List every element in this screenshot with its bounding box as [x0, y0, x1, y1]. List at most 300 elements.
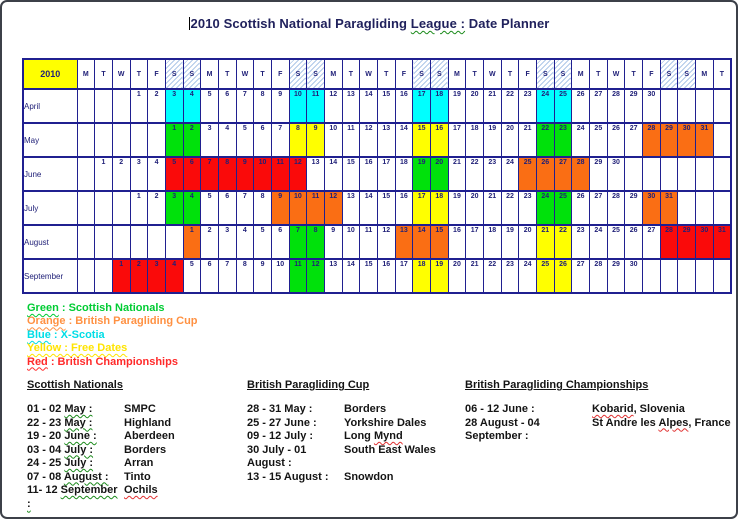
month-label[interactable]: September [23, 259, 77, 293]
dow-cell[interactable]: T [625, 59, 643, 89]
day-cell[interactable] [112, 225, 130, 259]
day-cell[interactable]: 18 [395, 157, 413, 191]
day-cell-cyan[interactable]: 18 [430, 89, 448, 123]
day-cell-red[interactable]: 10 [254, 157, 272, 191]
day-cell-yellow[interactable]: 16 [430, 123, 448, 157]
day-cell-yellow[interactable]: 8 [289, 123, 307, 157]
day-cell[interactable] [696, 191, 714, 225]
day-cell-orange[interactable]: 28 [643, 123, 661, 157]
day-cell[interactable]: 4 [218, 123, 236, 157]
day-cell[interactable]: 30 [643, 89, 661, 123]
day-cell[interactable]: 6 [218, 89, 236, 123]
day-cell[interactable]: 17 [466, 225, 484, 259]
day-cell-green[interactable]: 2 [183, 123, 201, 157]
day-cell-orange[interactable]: 31 [660, 191, 678, 225]
day-cell[interactable]: 27 [643, 225, 661, 259]
dow-cell-weekend[interactable]: S [678, 59, 696, 89]
day-cell-green[interactable]: 1 [165, 123, 183, 157]
day-cell-cyan[interactable]: 17 [413, 89, 431, 123]
day-cell[interactable] [625, 157, 643, 191]
dow-cell[interactable]: T [466, 59, 484, 89]
day-cell[interactable] [713, 89, 731, 123]
day-cell[interactable]: 27 [572, 259, 590, 293]
dow-cell[interactable]: T [501, 59, 519, 89]
legend-line: Orange : British Paragliding Cup [27, 315, 198, 328]
day-cell[interactable]: 5 [201, 89, 219, 123]
day-cell[interactable]: 4 [236, 225, 254, 259]
event-venue: Yorkshire Dales [344, 416, 427, 429]
day-cell[interactable]: 29 [589, 157, 607, 191]
event-date: 11- 12 September : [27, 484, 118, 510]
day-cell[interactable]: 22 [466, 157, 484, 191]
day-cell[interactable]: 22 [483, 259, 501, 293]
day-cell[interactable]: 21 [466, 259, 484, 293]
dow-cell[interactable]: F [148, 59, 166, 89]
day-cell[interactable]: 5 [183, 259, 201, 293]
day-cell[interactable]: 16 [395, 191, 413, 225]
dow-cell-weekend[interactable]: S [289, 59, 307, 89]
day-cell[interactable] [678, 157, 696, 191]
day-cell-red[interactable]: 28 [660, 225, 678, 259]
day-cell[interactable]: 16 [377, 259, 395, 293]
day-cell[interactable] [112, 89, 130, 123]
day-cell[interactable]: 22 [501, 191, 519, 225]
day-cell[interactable]: 12 [324, 89, 342, 123]
day-cell-cyan[interactable]: 3 [165, 89, 183, 123]
event-date: 24 - 25 July : [27, 457, 94, 469]
day-cell[interactable]: 26 [625, 225, 643, 259]
day-cell[interactable]: 21 [483, 191, 501, 225]
day-cell[interactable]: 24 [501, 157, 519, 191]
month-row [23, 225, 731, 259]
event-date: 30 July - 01 August : [247, 443, 307, 469]
dow-cell-weekend[interactable]: S [413, 59, 431, 89]
dow-cell[interactable]: F [519, 59, 537, 89]
day-cell[interactable]: 15 [342, 157, 360, 191]
day-cell[interactable]: 1 [130, 89, 148, 123]
day-cell[interactable]: 9 [324, 225, 342, 259]
day-cell-yellow[interactable]: 9 [307, 123, 325, 157]
dow-cell-weekend[interactable]: S [307, 59, 325, 89]
day-cell[interactable]: 12 [377, 225, 395, 259]
day-cell[interactable]: 14 [324, 157, 342, 191]
day-cell-cyan[interactable]: 25 [554, 89, 572, 123]
event-date: 09 - 12 July : [247, 430, 314, 442]
day-cell[interactable]: 22 [501, 89, 519, 123]
day-cell-yellow[interactable]: 18 [413, 259, 431, 293]
day-cell[interactable] [148, 123, 166, 157]
day-cell[interactable]: 25 [589, 123, 607, 157]
day-cell-green[interactable]: 24 [536, 191, 554, 225]
day-cell[interactable]: 6 [271, 225, 289, 259]
dow-cell[interactable]: T [130, 59, 148, 89]
dow-cell[interactable]: T [713, 59, 731, 89]
day-cell-orange[interactable]: 25 [519, 157, 537, 191]
day-cell[interactable]: 10 [271, 259, 289, 293]
event-venue: Aberdeen [124, 430, 175, 442]
day-cell[interactable]: 5 [236, 123, 254, 157]
day-cell[interactable]: 19 [448, 191, 466, 225]
flagged-word: Alpes [658, 416, 689, 429]
day-cell[interactable]: 24 [519, 259, 537, 293]
dow-cell[interactable]: W [360, 59, 378, 89]
event-row [247, 471, 436, 485]
day-cell[interactable] [696, 89, 714, 123]
day-cell-red[interactable]: 11 [271, 157, 289, 191]
day-cell[interactable] [678, 259, 696, 293]
day-cell[interactable] [112, 123, 130, 157]
day-cell[interactable]: 27 [589, 191, 607, 225]
day-cell[interactable] [713, 191, 731, 225]
day-cell-red[interactable]: 7 [201, 157, 219, 191]
day-cell[interactable]: 23 [483, 157, 501, 191]
day-cell[interactable] [95, 225, 113, 259]
day-cell[interactable]: 20 [466, 89, 484, 123]
day-cell[interactable]: 20 [466, 191, 484, 225]
day-cell[interactable]: 2 [148, 89, 166, 123]
day-cell[interactable] [130, 225, 148, 259]
day-cell[interactable]: 5 [254, 225, 272, 259]
day-cell[interactable]: 16 [448, 225, 466, 259]
day-cell[interactable]: 8 [254, 89, 272, 123]
day-cell-red[interactable]: 1 [112, 259, 130, 293]
day-cell-orange[interactable]: 14 [413, 225, 431, 259]
title-text-flagged: League : [410, 16, 466, 31]
day-cell[interactable] [95, 89, 113, 123]
day-cell-orange[interactable]: 28 [572, 157, 590, 191]
dow-cell-weekend[interactable]: S [430, 59, 448, 89]
day-cell[interactable]: 28 [607, 191, 625, 225]
day-cell[interactable] [660, 157, 678, 191]
day-cell[interactable] [77, 259, 95, 293]
day-cell-orange[interactable]: 15 [430, 225, 448, 259]
day-cell[interactable]: 11 [342, 123, 360, 157]
day-cell[interactable] [77, 157, 95, 191]
day-cell[interactable]: 3 [201, 123, 219, 157]
dow-cell-weekend[interactable]: S [660, 59, 678, 89]
day-cell[interactable]: 18 [483, 225, 501, 259]
day-cell-orange[interactable]: 11 [307, 191, 325, 225]
event-row [27, 403, 175, 417]
dow-cell[interactable]: M [448, 59, 466, 89]
calendar-grid [22, 58, 732, 294]
flagged-word: July : [64, 457, 94, 469]
day-cell[interactable]: 9 [271, 89, 289, 123]
day-cell-orange[interactable]: 30 [678, 123, 696, 157]
day-cell-cyan[interactable]: 11 [307, 89, 325, 123]
day-cell[interactable]: 6 [254, 123, 272, 157]
day-cell[interactable] [77, 225, 95, 259]
day-cell-yellow[interactable]: 26 [554, 259, 572, 293]
day-cell[interactable]: 23 [501, 259, 519, 293]
event-date: 28 - 31 May : [247, 403, 313, 415]
day-cell-green[interactable]: 12 [307, 259, 325, 293]
day-cell[interactable]: 16 [395, 89, 413, 123]
day-cell[interactable]: 15 [377, 89, 395, 123]
dow-cell[interactable]: M [696, 59, 714, 89]
day-cell-cyan[interactable]: 4 [183, 89, 201, 123]
dow-cell[interactable]: T [377, 59, 395, 89]
day-cell[interactable]: 30 [607, 157, 625, 191]
day-cell-yellow[interactable]: 22 [554, 225, 572, 259]
day-cell-green[interactable]: 22 [536, 123, 554, 157]
day-cell[interactable]: 26 [572, 89, 590, 123]
dow-cell[interactable]: W [112, 59, 130, 89]
day-cell[interactable]: 15 [360, 259, 378, 293]
day-cell-orange[interactable]: 26 [536, 157, 554, 191]
day-cell-green[interactable]: 19 [413, 157, 431, 191]
day-cell[interactable]: 24 [572, 123, 590, 157]
dow-cell-weekend[interactable]: S [165, 59, 183, 89]
day-cell-orange[interactable]: 1 [183, 225, 201, 259]
day-cell-yellow[interactable]: 21 [536, 225, 554, 259]
day-cell[interactable]: 11 [360, 225, 378, 259]
dow-cell[interactable]: F [395, 59, 413, 89]
day-cell[interactable] [165, 225, 183, 259]
list-title: Scottish Nationals [27, 379, 123, 391]
day-cell[interactable] [643, 157, 661, 191]
dow-cell[interactable]: M [77, 59, 95, 89]
day-cell[interactable]: 13 [307, 157, 325, 191]
dow-cell-weekend[interactable]: S [554, 59, 572, 89]
day-cell[interactable]: 16 [360, 157, 378, 191]
day-cell[interactable]: 8 [236, 259, 254, 293]
calendar-header-row [23, 59, 731, 89]
day-cell[interactable]: 13 [342, 89, 360, 123]
day-cell-green[interactable]: 3 [165, 191, 183, 225]
dow-cell[interactable]: F [271, 59, 289, 89]
day-cell[interactable]: 7 [271, 123, 289, 157]
day-cell-orange[interactable]: 30 [643, 191, 661, 225]
month-label[interactable]: June [23, 157, 77, 191]
day-cell[interactable]: 18 [466, 123, 484, 157]
month-row [23, 123, 731, 157]
day-cell[interactable]: 14 [360, 89, 378, 123]
day-cell[interactable]: 25 [607, 225, 625, 259]
dow-cell[interactable]: T [254, 59, 272, 89]
day-cell-green[interactable]: 8 [307, 225, 325, 259]
day-cell[interactable]: 14 [360, 191, 378, 225]
day-cell-orange[interactable]: 12 [324, 191, 342, 225]
day-cell[interactable]: 14 [395, 123, 413, 157]
day-cell[interactable]: 19 [448, 89, 466, 123]
day-cell[interactable] [713, 123, 731, 157]
day-cell-red[interactable]: 3 [148, 259, 166, 293]
day-cell-orange[interactable]: 31 [696, 123, 714, 157]
day-cell-orange[interactable]: 27 [554, 157, 572, 191]
day-cell-orange[interactable]: 9 [271, 191, 289, 225]
day-cell[interactable]: 20 [448, 259, 466, 293]
day-cell[interactable]: 21 [519, 123, 537, 157]
day-cell-orange[interactable]: 10 [289, 191, 307, 225]
event-venue: Borders [124, 443, 167, 456]
day-cell-green[interactable]: 25 [554, 191, 572, 225]
day-cell[interactable] [660, 89, 678, 123]
day-cell[interactable]: 29 [607, 259, 625, 293]
dow-cell[interactable]: W [607, 59, 625, 89]
day-cell[interactable]: 8 [254, 191, 272, 225]
day-cell[interactable]: 6 [218, 191, 236, 225]
day-cell-red[interactable]: 30 [696, 225, 714, 259]
dow-cell[interactable]: T [342, 59, 360, 89]
day-cell[interactable]: 28 [589, 259, 607, 293]
event-row [27, 471, 175, 485]
dow-cell[interactable]: M [572, 59, 590, 89]
day-cell-green[interactable]: 20 [430, 157, 448, 191]
event-list [465, 379, 731, 444]
day-cell[interactable]: 13 [324, 259, 342, 293]
day-cell[interactable] [696, 259, 714, 293]
day-cell[interactable] [678, 191, 696, 225]
day-cell[interactable]: 26 [572, 191, 590, 225]
day-cell[interactable]: 10 [342, 225, 360, 259]
day-cell[interactable] [95, 123, 113, 157]
dow-cell[interactable]: M [201, 59, 219, 89]
day-cell[interactable]: 29 [625, 89, 643, 123]
day-cell[interactable]: 29 [625, 191, 643, 225]
day-cell-orange[interactable]: 13 [395, 225, 413, 259]
dow-cell[interactable]: W [483, 59, 501, 89]
day-cell-yellow[interactable]: 19 [430, 259, 448, 293]
day-cell-red[interactable]: 4 [165, 259, 183, 293]
dow-cell-weekend[interactable]: S [183, 59, 201, 89]
day-cell[interactable]: 23 [519, 191, 537, 225]
day-cell[interactable]: 17 [448, 123, 466, 157]
day-cell-red[interactable]: 2 [130, 259, 148, 293]
day-cell[interactable]: 21 [483, 89, 501, 123]
day-cell[interactable] [77, 123, 95, 157]
day-cell-cyan[interactable]: 10 [289, 89, 307, 123]
day-cell[interactable]: 2 [148, 191, 166, 225]
month-label[interactable]: May [23, 123, 77, 157]
day-cell[interactable]: 28 [607, 89, 625, 123]
day-cell[interactable]: 1 [130, 191, 148, 225]
day-cell[interactable] [696, 157, 714, 191]
day-cell[interactable] [77, 191, 95, 225]
day-cell[interactable]: 20 [519, 225, 537, 259]
dow-cell[interactable]: W [236, 59, 254, 89]
dow-cell[interactable]: M [324, 59, 342, 89]
day-cell-yellow[interactable]: 17 [413, 191, 431, 225]
event-venue: St Andre les Alpes, France [592, 416, 731, 429]
day-cell[interactable]: 24 [589, 225, 607, 259]
day-cell[interactable] [643, 259, 661, 293]
day-cell[interactable]: 17 [395, 259, 413, 293]
day-cell-red[interactable]: 12 [289, 157, 307, 191]
legend-color-word: Red [27, 355, 48, 368]
day-cell-red[interactable]: 6 [183, 157, 201, 191]
day-cell[interactable] [678, 89, 696, 123]
day-cell[interactable]: 13 [342, 191, 360, 225]
day-cell[interactable] [77, 89, 95, 123]
day-cell[interactable]: 9 [254, 259, 272, 293]
flagged-word: Kobarid [592, 403, 634, 415]
title-text-before: 2010 Scottish National Paragliding [190, 16, 411, 31]
day-cell[interactable] [95, 191, 113, 225]
dow-cell[interactable]: T [589, 59, 607, 89]
day-cell[interactable]: 14 [342, 259, 360, 293]
day-cell[interactable]: 19 [501, 225, 519, 259]
month-label[interactable]: April [23, 89, 77, 123]
day-cell[interactable]: 4 [148, 157, 166, 191]
day-cell-yellow[interactable]: 25 [536, 259, 554, 293]
day-cell-cyan[interactable]: 24 [536, 89, 554, 123]
day-cell-yellow[interactable]: 18 [430, 191, 448, 225]
dow-cell[interactable]: T [95, 59, 113, 89]
day-cell-red[interactable]: 8 [218, 157, 236, 191]
day-cell[interactable]: 2 [201, 225, 219, 259]
day-cell-red[interactable]: 29 [678, 225, 696, 259]
day-cell-orange[interactable]: 29 [660, 123, 678, 157]
dow-cell-weekend[interactable]: S [536, 59, 554, 89]
year-cell[interactable]: 2010 [23, 59, 77, 89]
day-cell[interactable]: 27 [589, 89, 607, 123]
day-cell[interactable]: 6 [201, 259, 219, 293]
day-cell[interactable] [130, 123, 148, 157]
day-cell-green[interactable]: 4 [183, 191, 201, 225]
day-cell[interactable]: 15 [377, 191, 395, 225]
day-cell[interactable]: 7 [218, 259, 236, 293]
day-cell[interactable]: 20 [501, 123, 519, 157]
flagged-word: Mynd [373, 430, 403, 442]
month-label[interactable]: July [23, 191, 77, 225]
day-cell[interactable]: 23 [519, 89, 537, 123]
day-cell[interactable]: 1 [95, 157, 113, 191]
day-cell[interactable]: 3 [218, 225, 236, 259]
day-cell[interactable]: 27 [625, 123, 643, 157]
day-cell[interactable]: 17 [377, 157, 395, 191]
day-cell[interactable]: 30 [625, 259, 643, 293]
day-cell[interactable]: 10 [324, 123, 342, 157]
day-cell[interactable]: 7 [236, 89, 254, 123]
event-date: 01 - 02 May : [27, 403, 93, 415]
month-row [23, 259, 731, 293]
dow-cell[interactable]: T [218, 59, 236, 89]
dow-cell[interactable]: F [643, 59, 661, 89]
day-cell[interactable]: 26 [607, 123, 625, 157]
day-cell[interactable]: 21 [448, 157, 466, 191]
day-cell-green[interactable]: 11 [289, 259, 307, 293]
day-cell[interactable] [713, 157, 731, 191]
flagged-word: June : [64, 430, 97, 442]
day-cell[interactable]: 23 [572, 225, 590, 259]
day-cell[interactable]: 19 [483, 123, 501, 157]
day-cell-red[interactable]: 5 [165, 157, 183, 191]
flagged-word: September : [27, 484, 118, 510]
day-cell[interactable]: 2 [112, 157, 130, 191]
day-cell-yellow[interactable]: 15 [413, 123, 431, 157]
day-cell[interactable] [660, 259, 678, 293]
day-cell[interactable] [95, 259, 113, 293]
day-cell[interactable]: 13 [377, 123, 395, 157]
day-cell[interactable]: 5 [201, 191, 219, 225]
day-cell-green[interactable]: 7 [289, 225, 307, 259]
day-cell-green[interactable]: 23 [554, 123, 572, 157]
month-label[interactable]: August [23, 225, 77, 259]
day-cell-red[interactable]: 31 [713, 225, 731, 259]
day-cell[interactable] [148, 225, 166, 259]
day-cell[interactable]: 12 [360, 123, 378, 157]
day-cell[interactable]: 3 [130, 157, 148, 191]
flagged-word: Ochils [124, 484, 158, 496]
day-cell[interactable]: 7 [236, 191, 254, 225]
day-cell-red[interactable]: 9 [236, 157, 254, 191]
day-cell[interactable] [713, 259, 731, 293]
document-title[interactable] [2, 16, 736, 31]
event-venue: Arran [124, 457, 154, 469]
day-cell[interactable] [112, 191, 130, 225]
flagged-word: July : [64, 443, 94, 456]
